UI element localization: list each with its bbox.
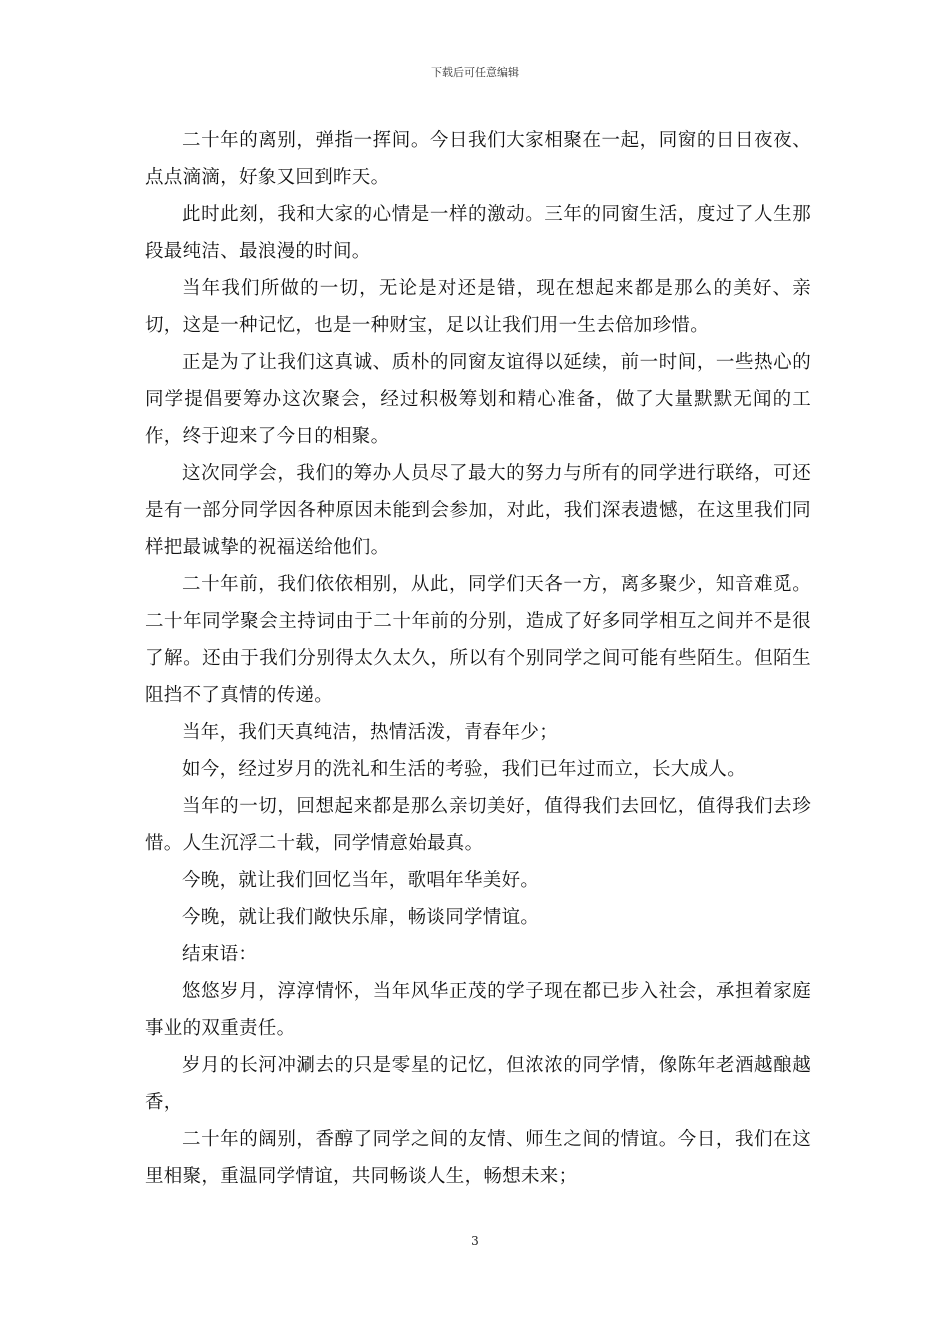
paragraph: 正是为了让我们这真诚、质朴的同窗友谊得以延续，前一时间，一些热心的同学提倡要筹办这次聚会，经过积极筹划和精心准备，做了大量默默无闻的工作，终于迎来了今日的相聚。 [145, 352, 811, 447]
page-number: 3 [471, 1234, 479, 1248]
paragraph: 岁月的长河冲涮去的只是零星的记忆，但浓浓的同学情，像陈年老酒越酿越香， [145, 1055, 811, 1113]
page-header: 下载后可任意编辑 [431, 66, 519, 79]
paragraph: 二十年的离别，弹指一挥间。今日我们大家相聚在一起，同窗的日日夜夜、点点滴滴，好象又回到昨天。 [145, 130, 811, 188]
closing-heading: 结束语： [182, 944, 258, 965]
paragraph: 今晚，就让我们敞快乐扉，畅谈同学情谊。 [182, 907, 540, 928]
document-body [145, 122, 811, 1195]
paragraph: 当年，我们天真纯洁，热情活泼，青春年少； [182, 722, 559, 743]
paragraph: 今晚，就让我们回忆当年，歌唱年华美好。 [182, 870, 540, 891]
paragraph: 此时此刻，我和大家的心情是一样的激动。三年的同窗生活，度过了人生那段最纯洁、最浪漫的时间。 [145, 204, 811, 262]
paragraph: 当年的一切，回想起来都是那么亲切美好，值得我们去回忆，值得我们去珍惜。人生沉浮二十载，同学情意始最真。 [145, 796, 811, 854]
paragraph: 二十年的阔别，香醇了同学之间的友情、师生之间的情谊。今日，我们在这里相聚，重温同学情谊，共同畅谈人生，畅想未来； [145, 1129, 811, 1187]
paragraph: 这次同学会，我们的筹办人员尽了最大的努力与所有的同学进行联络，可还是有一部分同学因各种原因未能到会参加，对此，我们深表遗憾，在这里我们同样把最诚挚的祝福送给他们。 [145, 463, 811, 558]
paragraph: 二十年前，我们依依相别，从此，同学们天各一方，离多聚少，知音难觅。二十年同学聚会主持词由于二十年前的分别，造成了好多同学相互之间并不是很了解。还由于我们分别得太久太久，所以有个别同学之间可能有些陌生。但陌生阻挡不了真情的传递。 [145, 574, 811, 706]
paragraph: 如今，经过岁月的洗礼和生活的考验，我们已年过而立，长大成人。 [182, 759, 747, 780]
paragraph: 悠悠岁月，淳淳情怀，当年风华正茂的学子现在都已步入社会，承担着家庭事业的双重责任。 [145, 981, 811, 1039]
paragraph: 当年我们所做的一切，无论是对还是错，现在想起来都是那么的美好、亲切，这是一种记忆，也是一种财宝，足以让我们用一生去倍加珍惜。 [145, 278, 811, 336]
